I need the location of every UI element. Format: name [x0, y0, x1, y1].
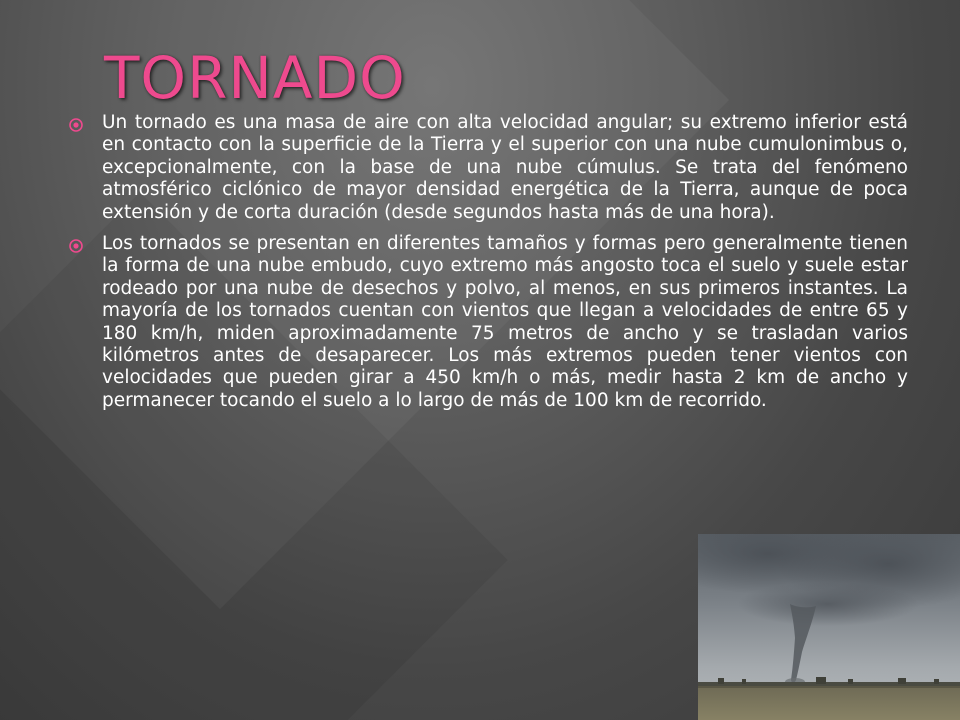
tornado-photo — [698, 534, 960, 720]
circled-dot-bullet-icon — [68, 233, 102, 258]
bullet-text: Los tornados se presentan en diferentes tamaños y formas pero generalmente tienen la forma de una nube embudo, cuyo extremo más angosto toca el suelo y suele estar rodeado por una nube de desechos y polvo, al menos, en sus primeros instantes. La mayoría de los tornados cuentan con vientos que llegan a velocidades de entre 65 y 180 km/h, miden aproximadamente 75 metros de ancho y se trasladan varios kilómetros antes de desaparecer. Los más extremos pueden tener vientos con velocidades que pueden girar a 450 km/h o más, medir hasta 2 km de ancho y permanecer tocando el suelo a lo largo de más de 100 km de recorrido. — [102, 233, 908, 411]
bullet-list — [68, 112, 908, 421]
slide-title: TORNADO — [104, 44, 406, 112]
circled-dot-bullet-icon — [68, 112, 102, 137]
bullet-text: Un tornado es una masa de aire con alta velocidad angular; su extremo inferior está en contacto con la superficie de la Tierra y el superior con una nube cumulonimbus o, excepcionalmente, con la base de una nube cúmulus. Se trata del fenómeno atmosférico ciclónico de mayor densidad energética de la Tierra, aunque de poca extensión y de corta duración (desde segundos hasta más de una hora). — [102, 112, 908, 223]
bullet-item — [68, 233, 908, 412]
bullet-item — [68, 112, 908, 224]
